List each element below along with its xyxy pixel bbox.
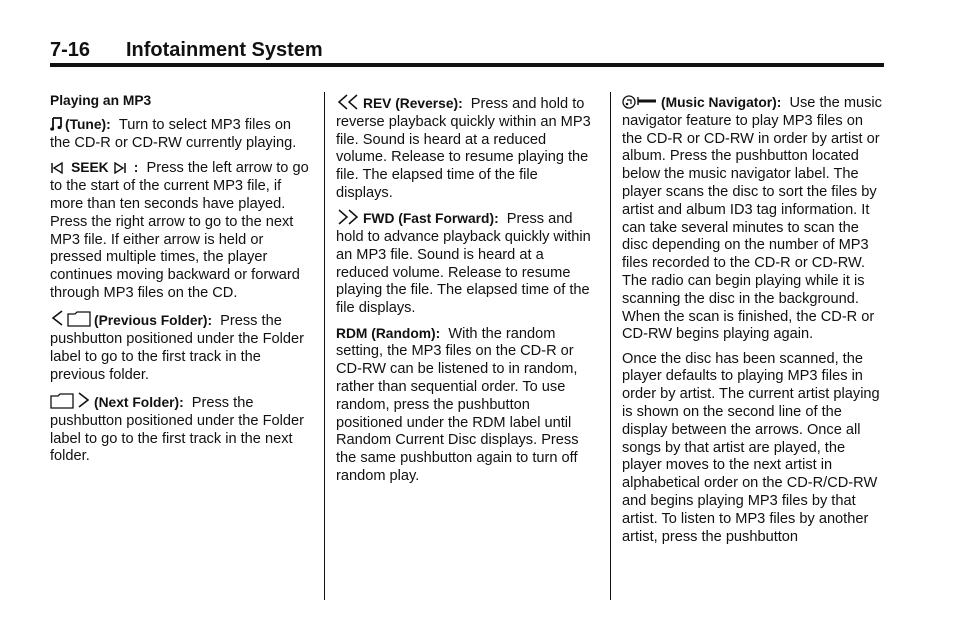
reverse-term: REV (Reverse): <box>363 96 463 111</box>
page-header <box>50 38 884 62</box>
column-divider <box>324 92 325 600</box>
next-folder-paragraph <box>50 391 312 466</box>
chevron-left-icon <box>50 309 64 327</box>
seek-text: Press the left arrow to go to the start of the current MP3 file, if more than ten seconds have played. Press the right arrow to go to the next MP3 file. If either arrow is held or pressed multiple times, the player continues moving backward or forward through MP3 files on the CD. <box>50 160 309 301</box>
column-divider <box>610 92 611 600</box>
chevron-right-icon <box>77 391 91 409</box>
seek-paragraph <box>50 159 312 302</box>
section-title: Infotainment System <box>126 39 323 61</box>
random-paragraph <box>336 325 598 486</box>
music-navigator-text: Use the music navigator feature to play MP3 files on the CD-R or CD-RW in order by artist or album. Press the pushbutton located below the music navigator label. The player scans the disc to sort the files by artist and album ID3 tag information. It can take several minutes to scan the disc depending on the number of MP3 files recorded to the CD-R or CD-RW. The radio can begin playing while it is scanning the disc in the background. When the scan is finished, the CD-R or CD-RW begins playing again. <box>622 95 882 343</box>
next-folder-term: (Next Folder): <box>94 394 184 410</box>
next-folder-text: Press the pushbutton positioned under the Folder label to go to the first track in the next folder. <box>50 394 304 465</box>
fast-forward-icon <box>336 209 360 225</box>
previous-folder-term: (Previous Folder): <box>94 313 213 329</box>
tune-term: (Tune): <box>65 117 111 133</box>
column-2 <box>336 94 598 492</box>
seek-colon: : <box>133 160 139 176</box>
folder-icon <box>50 393 74 409</box>
seek-forward-icon <box>113 162 127 174</box>
previous-folder-paragraph <box>50 309 312 384</box>
music-note-icon <box>50 117 62 131</box>
page-number: 7-16 <box>50 39 91 61</box>
section-heading: Playing an MP3 <box>50 93 152 108</box>
reverse-paragraph <box>336 94 598 203</box>
seek-term: SEEK <box>71 160 109 176</box>
music-navigator-term: (Music Navigator): <box>661 95 782 110</box>
reverse-text: Press and hold to reverse playback quickly within an MP3 file. Sound is heard at a reduced volume. Release to resume playing the file. The elapsed time of the file displays. <box>336 96 591 201</box>
tune-text: Turn to select MP3 files on the CD-R or CD-RW currently playing. <box>50 117 297 152</box>
header-rule <box>50 63 884 67</box>
previous-folder-text: Press the pushbutton positioned under the Folder label to go to the first track in the previous folder. <box>50 313 304 383</box>
fast-forward-text: Press and hold to advance playback quickly within an MP3 file. Sound is heard at a reduced volume. Release to resume playing the file. The elapsed time of the file displays. <box>336 211 591 317</box>
column-1 <box>50 92 312 473</box>
folder-icon <box>67 311 91 327</box>
music-navigator-paragraph <box>622 94 886 344</box>
fast-forward-term: FWD (Fast Forward): <box>363 211 499 227</box>
tune-paragraph <box>50 116 312 153</box>
rewind-icon <box>336 94 360 110</box>
random-text: With the random setting, the MP3 files on the CD-R or CD-RW can be listened to in random, rather than sequential order. To use random, press the pushbutton positioned under the RDM label until Random Current Disc displays. Press the same pushbutton again to turn off random play. <box>336 325 579 484</box>
music-navigator-icon <box>622 95 658 109</box>
random-term: RDM (Random): <box>336 325 441 341</box>
column-3 <box>622 94 886 553</box>
fast-forward-paragraph <box>336 209 598 318</box>
seek-back-icon <box>50 162 64 174</box>
scanned-disc-paragraph: Once the disc has been scanned, the player defaults to playing MP3 files in order by artist. The current artist playing is shown on the second line of the display between the arrows. Once all songs by that artist are played, the player moves to the next artist in alphabetical order on the CD-R/CD-RW and begins playing MP3 files by that artist. To listen to MP3 files by another artist, press the pushbutton <box>622 350 880 545</box>
